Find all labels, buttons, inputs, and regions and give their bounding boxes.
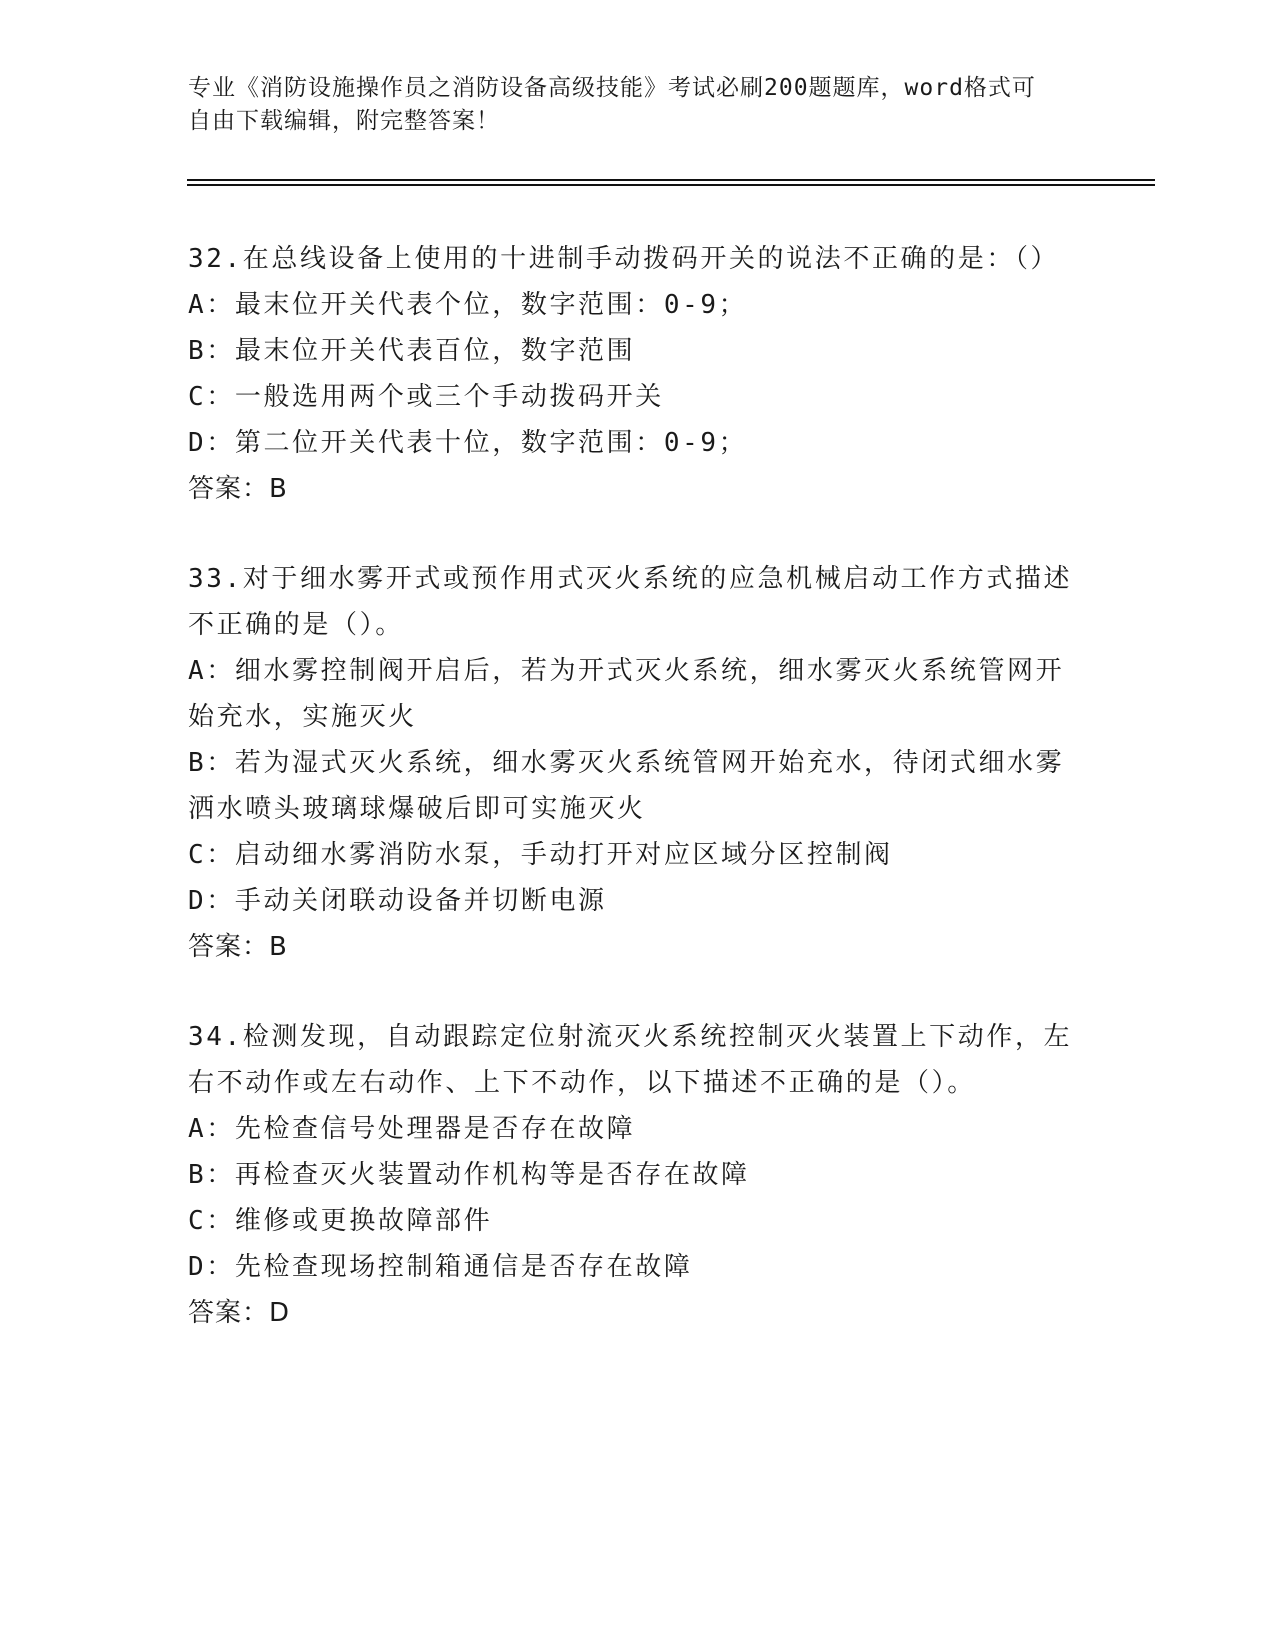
answer-label: 答案：B [188, 474, 288, 504]
option-a [188, 648, 1088, 740]
question-stem-line: 32.在总线设备上使用的十进制手动拨码开关的说法不正确的是：（） [188, 244, 1060, 274]
question-stem-line: 不正确的是（）。 [188, 610, 404, 640]
option-line: 洒水喷头玻璃球爆破后即可实施灭火 [188, 794, 646, 824]
option-c [188, 1198, 1088, 1244]
option-c [188, 374, 1088, 420]
header-divider-bottom [187, 184, 1155, 186]
option-b [188, 740, 1088, 832]
option-line: C：维修或更换故障部件 [188, 1206, 493, 1236]
option-d [188, 878, 1088, 924]
question-3 [188, 1014, 1088, 1336]
header-line-1: 专业《消防设施操作员之消防设备高级技能》考试必刷200题题库，word格式可 [188, 75, 1036, 101]
answer-label: 答案：B [188, 932, 288, 962]
option-line: 始充水，实施灭火 [188, 702, 417, 732]
question-list [188, 236, 1088, 1380]
option-d [188, 1244, 1088, 1290]
question-stem [188, 556, 1088, 648]
option-a [188, 1106, 1088, 1152]
answer-label: 答案：D [188, 1298, 291, 1328]
option-line: A：最末位开关代表个位，数字范围：0-9； [188, 290, 748, 320]
header-divider-top [187, 179, 1155, 181]
question-stem-line: 34.检测发现，自动跟踪定位射流灭火系统控制灭火装置上下动作，左 [188, 1022, 1073, 1052]
question-stem-line: 右不动作或左右动作、上下不动作，以下描述不正确的是（）。 [188, 1068, 976, 1098]
question-1 [188, 236, 1088, 512]
option-line: C：启动细水雾消防水泵，手动打开对应区域分区控制阀 [188, 840, 893, 870]
option-line: A：细水雾控制阀开启后，若为开式灭火系统，细水雾灭火系统管网开 [188, 656, 1065, 686]
option-d [188, 420, 1088, 466]
option-c [188, 832, 1088, 878]
option-line: D：手动关闭联动设备并切断电源 [188, 886, 607, 916]
option-line: A：先检查信号处理器是否存在故障 [188, 1114, 636, 1144]
option-line: D：第二位开关代表十位，数字范围：0-9； [188, 428, 748, 458]
option-a [188, 282, 1088, 328]
question-stem [188, 236, 1088, 282]
option-line: C：一般选用两个或三个手动拨码开关 [188, 382, 664, 412]
header-line-2: 自由下载编辑，附完整答案！ [188, 108, 500, 134]
question-stem [188, 1014, 1088, 1106]
option-b [188, 328, 1088, 374]
option-line: B：若为湿式灭火系统，细水雾灭火系统管网开始充水，待闭式细水雾 [188, 748, 1065, 778]
option-line: B：再检查灭火装置动作机构等是否存在故障 [188, 1160, 750, 1190]
question-2 [188, 556, 1088, 970]
option-line: B：最末位开关代表百位，数字范围 [188, 336, 636, 366]
option-line: D：先检查现场控制箱通信是否存在故障 [188, 1252, 693, 1282]
question-stem-line: 33.对于细水雾开式或预作用式灭火系统的应急机械启动工作方式描述 [188, 564, 1073, 594]
option-b [188, 1152, 1088, 1198]
document-header [188, 72, 1088, 138]
